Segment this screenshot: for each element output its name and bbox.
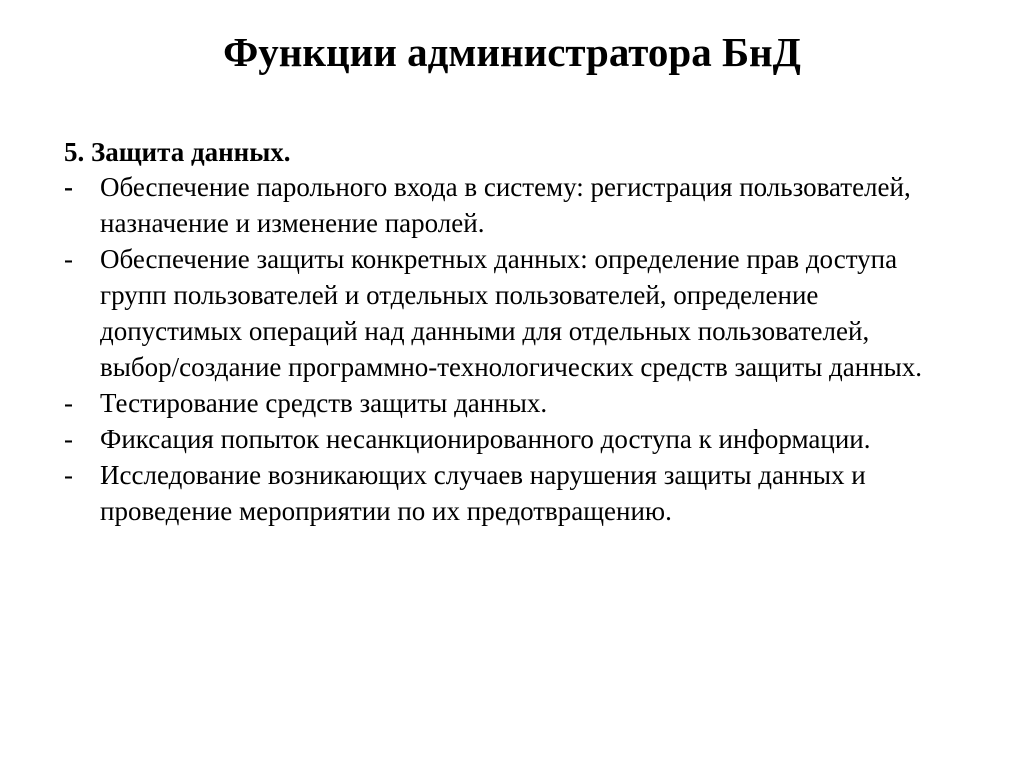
list-item: [64, 169, 944, 241]
list-item: [64, 241, 944, 385]
bullet-list: [64, 169, 944, 529]
list-item-text: Обеспечение защиты конкретных данных: определение прав доступа групп пользователей и отдельных пользователей, определение допустимых операций над данными для отдельных пользователей, выбор/создание программно-технологических средств защиты данных.: [100, 244, 923, 382]
bullet-dash: -: [64, 388, 73, 418]
bullet-dash: -: [64, 244, 73, 274]
bullet-dash: -: [64, 460, 73, 490]
list-item-text: Фиксация попыток несанкционированного доступа к информации.: [100, 424, 871, 454]
bullet-dash: -: [64, 172, 73, 202]
list-item-text: Исследование возникающих случаев нарушения защиты данных и проведение мероприятии по их предотвращению.: [100, 460, 866, 526]
slide-content: [64, 135, 944, 529]
section-heading: 5. Защита данных.: [64, 137, 291, 167]
bullet-dash: -: [64, 424, 73, 454]
list-item-text: Тестирование средств защиты данных.: [100, 388, 548, 418]
list-item: [64, 421, 944, 457]
list-item: [64, 457, 944, 529]
slide-title: Функции администратора БнД: [223, 29, 801, 75]
list-item-text: Обеспечение парольного входа в систему: регистрация пользователей, назначение и изменение паролей.: [100, 172, 911, 238]
list-item: [64, 385, 944, 421]
